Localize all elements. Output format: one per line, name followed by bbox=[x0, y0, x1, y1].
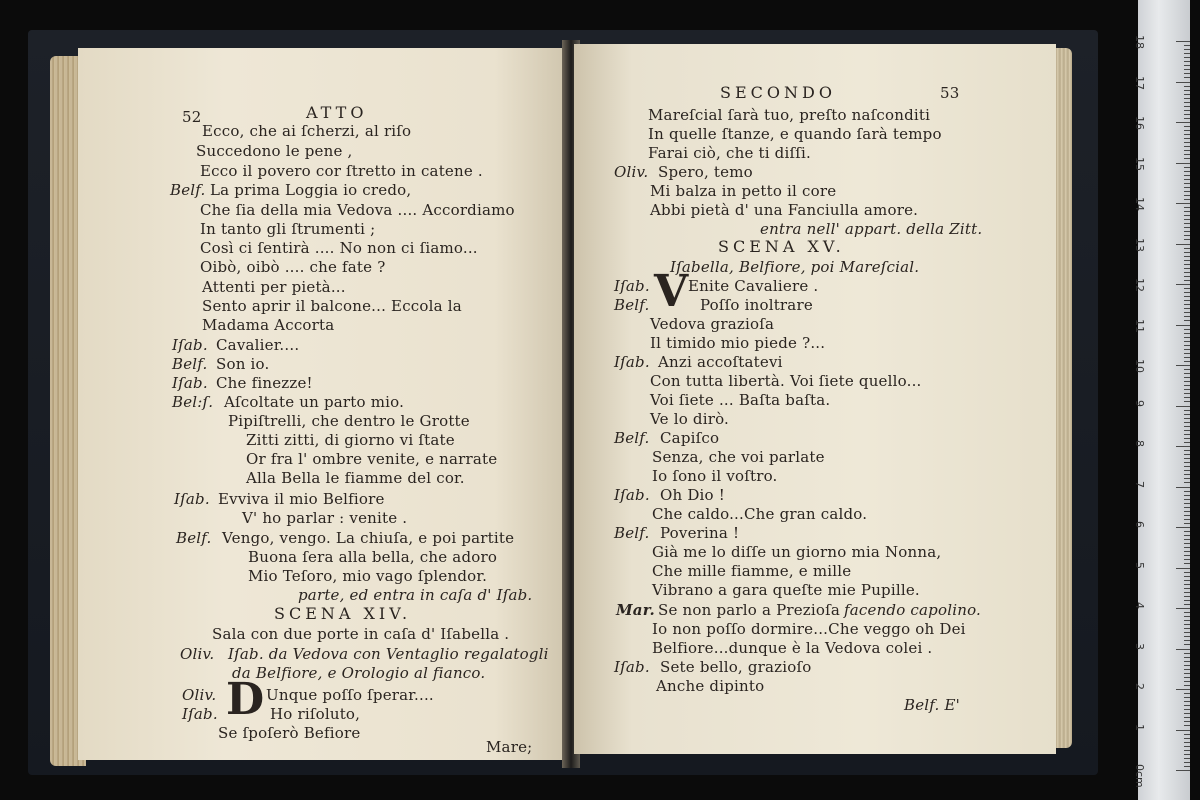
ruler-label: 12 bbox=[1133, 278, 1146, 292]
ruler-minor-tick bbox=[1184, 102, 1190, 103]
stage-direction: da Belfiore, e Orologio al fianco. bbox=[232, 664, 486, 682]
ruler-minor-tick bbox=[1184, 543, 1190, 544]
text-line: Senza, che voi parlate bbox=[652, 448, 825, 466]
text-line: Enite Cavaliere . bbox=[688, 277, 819, 295]
ruler-minor-tick bbox=[1184, 511, 1190, 512]
ruler-minor-tick bbox=[1184, 401, 1190, 402]
ruler-minor-tick bbox=[1184, 45, 1190, 46]
ruler-minor-tick bbox=[1184, 130, 1190, 131]
text-line: Mareſcial ſarà tuo, preſto naſconditi bbox=[648, 106, 931, 124]
ruler-minor-tick bbox=[1184, 616, 1190, 617]
ruler-minor-tick bbox=[1184, 167, 1190, 168]
ruler-minor-tick bbox=[1184, 503, 1190, 504]
ruler-minor-tick bbox=[1184, 746, 1190, 747]
ruler-minor-tick bbox=[1184, 717, 1190, 718]
ruler-minor-tick bbox=[1184, 738, 1190, 739]
ruler-minor-tick bbox=[1184, 604, 1190, 605]
ruler-minor-tick bbox=[1184, 418, 1190, 419]
text-line: Poſſo inoltrare bbox=[700, 296, 813, 314]
ruler-major-tick bbox=[1176, 487, 1190, 488]
text-line: Oibò, oibò .... che fate ? bbox=[200, 258, 386, 276]
text-line: Farai ciò, che ti diſſi. bbox=[648, 144, 811, 162]
text-line: Evviva il mio Belfiore bbox=[218, 490, 385, 508]
ruler-minor-tick bbox=[1184, 276, 1190, 277]
text-line: Che caldo...Che gran caldo. bbox=[652, 505, 868, 523]
ruler-minor-tick bbox=[1184, 640, 1190, 641]
ruler-major-tick bbox=[1176, 284, 1190, 285]
text-line: Mi balza in petto il core bbox=[650, 182, 837, 200]
ruler-minor-tick bbox=[1184, 410, 1190, 411]
text-line: Anche dipinto bbox=[656, 677, 765, 695]
text-line: La prima Loggia io credo, bbox=[210, 181, 412, 199]
ruler-major-tick bbox=[1176, 82, 1190, 83]
ruler-minor-tick bbox=[1184, 713, 1190, 714]
ruler-minor-tick bbox=[1184, 539, 1190, 540]
ruler-minor-tick bbox=[1184, 341, 1190, 342]
ruler-minor-tick bbox=[1184, 146, 1190, 147]
text-line: Sete bello, grazioſo bbox=[660, 658, 812, 676]
text-line: In tanto gli ſtrumenti ; bbox=[200, 220, 376, 238]
ruler-minor-tick bbox=[1184, 154, 1190, 155]
ruler-major-tick bbox=[1176, 122, 1190, 123]
speaker-label: Belf. bbox=[614, 429, 650, 447]
right-page bbox=[574, 44, 1056, 754]
text-line: Che mille fiamme, e mille bbox=[652, 562, 852, 580]
ruler-minor-tick bbox=[1184, 693, 1190, 694]
ruler-minor-tick bbox=[1184, 223, 1190, 224]
ruler-minor-tick bbox=[1184, 219, 1190, 220]
verse-line: Pipiſtrelli, che dentro le Grotte bbox=[228, 412, 470, 430]
ruler-minor-tick bbox=[1184, 86, 1190, 87]
ruler-minor-tick bbox=[1184, 450, 1190, 451]
ruler-minor-tick bbox=[1184, 393, 1190, 394]
ruler-minor-tick bbox=[1184, 369, 1190, 370]
ruler-minor-tick bbox=[1184, 260, 1190, 261]
ruler-minor-tick bbox=[1184, 653, 1190, 654]
ruler-minor-tick bbox=[1184, 762, 1190, 763]
ruler-minor-tick bbox=[1184, 474, 1190, 475]
ruler-minor-tick bbox=[1184, 551, 1190, 552]
ruler-minor-tick bbox=[1184, 357, 1190, 358]
ruler-minor-tick bbox=[1184, 316, 1190, 317]
ruler-major-tick bbox=[1176, 365, 1190, 366]
ruler-minor-tick bbox=[1184, 580, 1190, 581]
ruler-minor-tick bbox=[1184, 329, 1190, 330]
text-line: Son io. bbox=[216, 355, 270, 373]
text-line: Attenti per pietà... bbox=[202, 278, 346, 296]
ruler-minor-tick bbox=[1184, 126, 1190, 127]
ruler-minor-tick bbox=[1184, 345, 1190, 346]
ruler-major-tick bbox=[1176, 163, 1190, 164]
ruler-minor-tick bbox=[1184, 90, 1190, 91]
scene-heading: SCENA XV. bbox=[718, 237, 845, 256]
ruler-major-tick bbox=[1176, 244, 1190, 245]
scene-heading: SCENA XIV. bbox=[274, 604, 412, 623]
ruler-minor-tick bbox=[1184, 134, 1190, 135]
speaker-label: Belf. bbox=[614, 296, 650, 314]
ruler-minor-tick bbox=[1184, 312, 1190, 313]
ruler-minor-tick bbox=[1184, 697, 1190, 698]
running-head: SECONDO bbox=[720, 83, 836, 102]
ruler-minor-tick bbox=[1184, 231, 1190, 232]
text-line: Con tutta libertà. Voi ſiete quello... bbox=[650, 372, 922, 390]
ruler-minor-tick bbox=[1184, 414, 1190, 415]
ruler-label: 13 bbox=[1133, 237, 1146, 252]
text-line: Ecco il povero cor ſtretto in catene . bbox=[200, 162, 483, 180]
ruler-minor-tick bbox=[1184, 701, 1190, 702]
ruler-minor-tick bbox=[1184, 547, 1190, 548]
ruler-minor-tick bbox=[1184, 361, 1190, 362]
text-line: Io ſono il voſtro. bbox=[652, 467, 778, 485]
stage-direction: entra nell' appart. della Zitt. bbox=[760, 220, 983, 238]
ruler-minor-tick bbox=[1184, 94, 1190, 95]
speaker-label: Belf. bbox=[172, 355, 208, 373]
catchword: Mare; bbox=[486, 738, 533, 756]
text-line: Ve lo dirò. bbox=[650, 410, 730, 428]
ruler-minor-tick bbox=[1184, 118, 1190, 119]
verse-line: Mio Teſoro, mio vago ſplendor. bbox=[248, 567, 488, 585]
ruler-minor-tick bbox=[1184, 65, 1190, 66]
ruler-minor-tick bbox=[1184, 389, 1190, 390]
ruler-major-tick bbox=[1176, 770, 1190, 771]
ruler-minor-tick bbox=[1184, 49, 1190, 50]
ruler-minor-tick bbox=[1184, 268, 1190, 269]
ruler-label: 6 bbox=[1133, 521, 1146, 528]
ruler-minor-tick bbox=[1184, 438, 1190, 439]
ruler-minor-tick bbox=[1184, 288, 1190, 289]
speaker-label: Iſab. bbox=[614, 353, 650, 371]
speaker-label: Iſab. bbox=[614, 277, 650, 295]
ruler-minor-tick bbox=[1184, 515, 1190, 516]
ruler-minor-tick bbox=[1184, 600, 1190, 601]
speaker-label: Belf. bbox=[614, 524, 650, 542]
ruler-minor-tick bbox=[1184, 207, 1190, 208]
ruler-minor-tick bbox=[1184, 491, 1190, 492]
speaker-label: Belf. bbox=[170, 181, 206, 199]
ruler-minor-tick bbox=[1184, 150, 1190, 151]
stage-direction: facendo capolino. bbox=[844, 601, 982, 619]
ruler-minor-tick bbox=[1184, 665, 1190, 666]
text-line: Il timido mio piede ?... bbox=[650, 334, 826, 352]
ruler-major-tick bbox=[1176, 527, 1190, 528]
ruler-minor-tick bbox=[1184, 442, 1190, 443]
speaker-label: Iſab. bbox=[172, 336, 208, 354]
ruler-minor-tick bbox=[1184, 434, 1190, 435]
ruler-minor-tick bbox=[1184, 620, 1190, 621]
ruler-major-tick bbox=[1176, 649, 1190, 650]
speaker-label: Iſab. bbox=[614, 658, 650, 676]
ruler-minor-tick bbox=[1184, 592, 1190, 593]
ruler-minor-tick bbox=[1184, 559, 1190, 560]
ruler-minor-tick bbox=[1184, 507, 1190, 508]
ruler-major-tick bbox=[1176, 203, 1190, 204]
ruler-label: 7 bbox=[1133, 480, 1146, 488]
speaker-label: Iſab. bbox=[172, 374, 208, 392]
ruler-minor-tick bbox=[1184, 179, 1190, 180]
ruler-label: 2 bbox=[1133, 683, 1146, 690]
text-line: Vedova grazioſa bbox=[650, 315, 775, 333]
ruler-minor-tick bbox=[1184, 235, 1190, 236]
ruler-minor-tick bbox=[1184, 742, 1190, 743]
text-line: Così ci ſentirà .... No non ci ſiamo... bbox=[200, 239, 478, 257]
ruler-minor-tick bbox=[1184, 482, 1190, 483]
ruler-minor-tick bbox=[1184, 333, 1190, 334]
text-line: Ecco, che ai ſcherzi, al riſo bbox=[202, 122, 412, 140]
ruler-major-tick bbox=[1176, 325, 1190, 326]
text-line: Che finezze! bbox=[216, 374, 313, 392]
left-page bbox=[78, 48, 568, 760]
ruler-minor-tick bbox=[1184, 349, 1190, 350]
ruler-minor-tick bbox=[1184, 337, 1190, 338]
ruler-minor-tick bbox=[1184, 353, 1190, 354]
ruler-minor-tick bbox=[1184, 681, 1190, 682]
ruler-minor-tick bbox=[1184, 98, 1190, 99]
ruler-major-tick bbox=[1176, 568, 1190, 569]
ruler-minor-tick bbox=[1184, 458, 1190, 459]
ruler-minor-tick bbox=[1184, 523, 1190, 524]
ruler-minor-tick bbox=[1184, 705, 1190, 706]
ruler-minor-tick bbox=[1184, 584, 1190, 585]
ruler-label: 10 bbox=[1133, 359, 1146, 373]
ruler-label: 17 bbox=[1133, 75, 1146, 90]
ruler-minor-tick bbox=[1184, 114, 1190, 115]
ruler-label: 18 bbox=[1133, 35, 1146, 49]
drop-cap: D bbox=[226, 674, 265, 725]
ruler-label: 3 bbox=[1133, 642, 1146, 650]
verse-line: Or fra l' ombre venite, e narrate bbox=[246, 450, 498, 468]
ruler-minor-tick bbox=[1184, 576, 1190, 577]
ruler-minor-tick bbox=[1184, 61, 1190, 62]
ruler-label: 8 bbox=[1133, 440, 1146, 447]
ruler-minor-tick bbox=[1184, 495, 1190, 496]
ruler-minor-tick bbox=[1184, 320, 1190, 321]
ruler-minor-tick bbox=[1184, 183, 1190, 184]
text-line: Anzi accoſtatevi bbox=[658, 353, 783, 371]
page-number: 52 bbox=[182, 108, 202, 126]
text-line: Voi ſiete ... Baſta baſta. bbox=[650, 391, 831, 409]
text-line: Sento aprir il balcone... Eccola la bbox=[202, 297, 462, 315]
ruler-label: 14 bbox=[1133, 197, 1146, 211]
speaker-label: Oliv. bbox=[182, 686, 217, 704]
stage-direction: parte, ed entra in caſa d' Iſab. bbox=[298, 586, 533, 604]
speaker-label: Oliv. bbox=[614, 163, 649, 181]
verse-line: Alla Bella le fiamme del cor. bbox=[246, 469, 465, 487]
speaker-label: Iſab. bbox=[174, 490, 210, 508]
text-line: Io non poſſo dormire...Che veggo oh Dei bbox=[652, 620, 966, 638]
text-line: In quelle ſtanze, e quando ſarà tempo bbox=[648, 125, 942, 143]
ruler-minor-tick bbox=[1184, 709, 1190, 710]
text-line: Succedono le pene , bbox=[196, 142, 353, 160]
ruler-minor-tick bbox=[1184, 612, 1190, 613]
ruler-minor-tick bbox=[1184, 110, 1190, 111]
verse-line: Zitti zitti, di giorno vi ſtate bbox=[246, 431, 455, 449]
ruler-minor-tick bbox=[1184, 657, 1190, 658]
ruler-major-tick bbox=[1176, 689, 1190, 690]
verse-line: Buona ſera alla bella, che adoro bbox=[248, 548, 498, 566]
text-line: Che ſia della mia Vedova .... Accordiamo bbox=[200, 201, 515, 219]
ruler-label: 5 bbox=[1133, 561, 1146, 569]
ruler-minor-tick bbox=[1184, 669, 1190, 670]
measurement-ruler bbox=[1133, 0, 1190, 800]
ruler-minor-tick bbox=[1184, 106, 1190, 107]
ruler-major-tick bbox=[1176, 608, 1190, 609]
ruler-minor-tick bbox=[1184, 499, 1190, 500]
ruler-minor-tick bbox=[1184, 397, 1190, 398]
stage-direction: Iſab. da Vedova con Ventaglio regalatogli bbox=[228, 645, 549, 663]
running-head: ATTO bbox=[306, 103, 368, 122]
ruler-minor-tick bbox=[1184, 211, 1190, 212]
ruler-minor-tick bbox=[1184, 292, 1190, 293]
ruler-label: 11 bbox=[1133, 318, 1146, 333]
ruler-label: 4 bbox=[1133, 602, 1146, 609]
text-line: Se non parlo a Prezioſa bbox=[658, 601, 841, 619]
text-line: Se ſpoſerò Befiore bbox=[218, 724, 361, 742]
text-line: Belfiore...dunque è la Vedova colei . bbox=[652, 639, 933, 657]
ruler-minor-tick bbox=[1184, 385, 1190, 386]
ruler-minor-tick bbox=[1184, 535, 1190, 536]
ruler-minor-tick bbox=[1184, 758, 1190, 759]
ruler-minor-tick bbox=[1184, 373, 1190, 374]
ruler-minor-tick bbox=[1184, 721, 1190, 722]
text-line: Capiſco bbox=[660, 429, 720, 447]
ruler-minor-tick bbox=[1184, 725, 1190, 726]
ruler-minor-tick bbox=[1184, 628, 1190, 629]
ruler-minor-tick bbox=[1184, 280, 1190, 281]
ruler-minor-tick bbox=[1184, 466, 1190, 467]
ruler-minor-tick bbox=[1184, 750, 1190, 751]
ruler-minor-tick bbox=[1184, 215, 1190, 216]
ruler-minor-tick bbox=[1184, 171, 1190, 172]
text-line: Vibrano a gara queſte mie Pupille. bbox=[652, 581, 920, 599]
ruler-minor-tick bbox=[1184, 422, 1190, 423]
ruler-minor-tick bbox=[1184, 478, 1190, 479]
text-line: Unque poſſo ſperar.... bbox=[266, 686, 434, 704]
text-line: Cavalier.... bbox=[216, 336, 300, 354]
ruler-minor-tick bbox=[1184, 636, 1190, 637]
ruler-minor-tick bbox=[1184, 624, 1190, 625]
ruler-minor-tick bbox=[1184, 239, 1190, 240]
stage-direction: Iſabella, Belfiore, poi Mareſcial. bbox=[670, 258, 920, 276]
text-line: Spero, temo bbox=[658, 163, 753, 181]
speaker-label: Bel:ſ. bbox=[172, 393, 214, 411]
ruler-minor-tick bbox=[1184, 766, 1190, 767]
ruler-minor-tick bbox=[1184, 73, 1190, 74]
text-line: Ho riſoluto, bbox=[270, 705, 361, 723]
ruler-minor-tick bbox=[1184, 519, 1190, 520]
ruler-minor-tick bbox=[1184, 53, 1190, 54]
ruler-minor-tick bbox=[1184, 142, 1190, 143]
ruler-minor-tick bbox=[1184, 57, 1190, 58]
text-line: V' ho parlar : venite . bbox=[242, 509, 408, 527]
ruler-minor-tick bbox=[1184, 555, 1190, 556]
speaker-label: Iſab. bbox=[614, 486, 650, 504]
page-number: 53 bbox=[940, 84, 960, 102]
ruler-major-tick bbox=[1176, 41, 1190, 42]
ruler-minor-tick bbox=[1184, 138, 1190, 139]
ruler-minor-tick bbox=[1184, 300, 1190, 301]
ruler-minor-tick bbox=[1184, 304, 1190, 305]
ruler-minor-tick bbox=[1184, 252, 1190, 253]
speaker-label: Belf. bbox=[176, 529, 212, 547]
ruler-minor-tick bbox=[1184, 195, 1190, 196]
ruler-minor-tick bbox=[1184, 563, 1190, 564]
ruler-minor-tick bbox=[1184, 673, 1190, 674]
speaker-label: Iſab. bbox=[182, 705, 218, 723]
ruler-label: 0cm bbox=[1133, 764, 1146, 788]
ruler-minor-tick bbox=[1184, 470, 1190, 471]
ruler-minor-tick bbox=[1184, 596, 1190, 597]
ruler-major-tick bbox=[1176, 406, 1190, 407]
ruler-minor-tick bbox=[1184, 632, 1190, 633]
text-line: Oh Dio ! bbox=[660, 486, 725, 504]
ruler-minor-tick bbox=[1184, 462, 1190, 463]
speaker-label: Oliv. bbox=[180, 645, 215, 663]
ruler-minor-tick bbox=[1184, 158, 1190, 159]
ruler-minor-tick bbox=[1184, 531, 1190, 532]
ruler-major-tick bbox=[1176, 730, 1190, 731]
ruler-minor-tick bbox=[1184, 572, 1190, 573]
speaker-label: Mar. bbox=[616, 601, 655, 619]
text-line: Abbi pietà d' una Fanciulla amore. bbox=[650, 201, 919, 219]
ruler-minor-tick bbox=[1184, 677, 1190, 678]
ruler-label: 9 bbox=[1133, 399, 1146, 407]
drop-cap: V bbox=[654, 266, 689, 317]
text-line: Madama Accorta bbox=[202, 316, 335, 334]
ruler-minor-tick bbox=[1184, 381, 1190, 382]
ruler-minor-tick bbox=[1184, 199, 1190, 200]
ruler-minor-tick bbox=[1184, 187, 1190, 188]
ruler-minor-tick bbox=[1184, 77, 1190, 78]
text-line: Aſcoltate un parto mio. bbox=[224, 393, 405, 411]
ruler-minor-tick bbox=[1184, 734, 1190, 735]
ruler-minor-tick bbox=[1184, 308, 1190, 309]
text-line: Vengo, vengo. La chiuſa, e poi partite bbox=[222, 529, 515, 547]
ruler-minor-tick bbox=[1184, 175, 1190, 176]
ruler-minor-tick bbox=[1184, 588, 1190, 589]
ruler-minor-tick bbox=[1184, 426, 1190, 427]
ruler-minor-tick bbox=[1184, 377, 1190, 378]
stage-direction: Sala con due porte in caſa d' Iſabella . bbox=[212, 625, 510, 643]
ruler-minor-tick bbox=[1184, 685, 1190, 686]
ruler-minor-tick bbox=[1184, 248, 1190, 249]
ruler-minor-tick bbox=[1184, 69, 1190, 70]
ruler-minor-tick bbox=[1184, 754, 1190, 755]
ruler-label: 16 bbox=[1133, 116, 1146, 130]
ruler-minor-tick bbox=[1184, 661, 1190, 662]
ruler-minor-tick bbox=[1184, 454, 1190, 455]
catchword: Belf. E' bbox=[904, 696, 960, 714]
ruler-label: 15 bbox=[1133, 156, 1146, 171]
ruler-minor-tick bbox=[1184, 644, 1190, 645]
ruler-minor-tick bbox=[1184, 430, 1190, 431]
text-line: Poverina ! bbox=[660, 524, 740, 542]
ruler-minor-tick bbox=[1184, 191, 1190, 192]
ruler-minor-tick bbox=[1184, 227, 1190, 228]
ruler-label: 1 bbox=[1133, 723, 1146, 731]
text-line: Già me lo diſſe un giorno mia Nonna, bbox=[652, 543, 942, 561]
ruler-minor-tick bbox=[1184, 296, 1190, 297]
ruler-major-tick bbox=[1176, 446, 1190, 447]
ruler-minor-tick bbox=[1184, 256, 1190, 257]
ruler-minor-tick bbox=[1184, 264, 1190, 265]
ruler-minor-tick bbox=[1184, 272, 1190, 273]
